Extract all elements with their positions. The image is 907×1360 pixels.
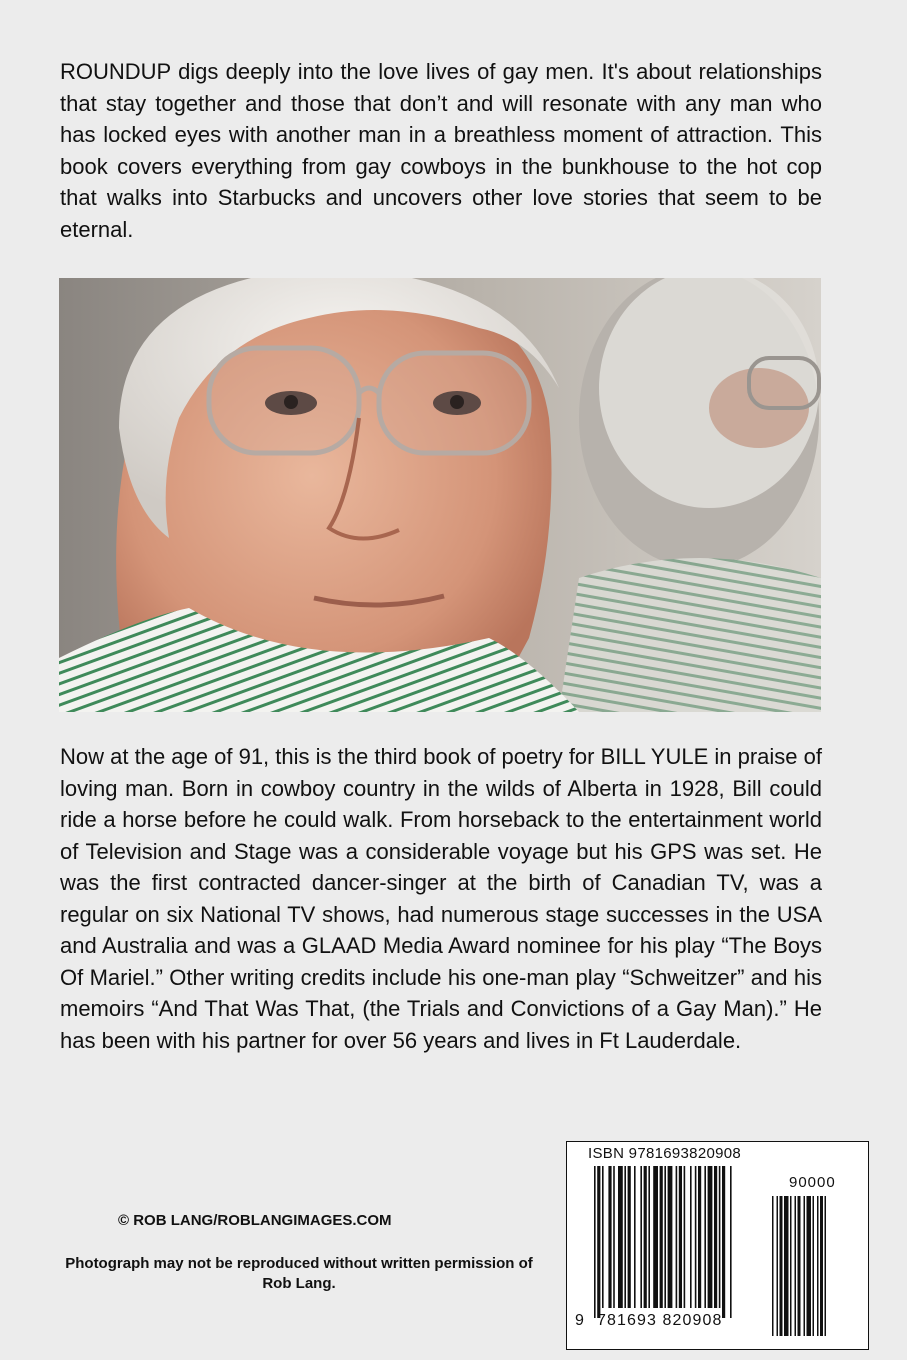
- barcode-bar: [708, 1166, 713, 1308]
- barcode-bar: [684, 1166, 686, 1308]
- barcode-bar: [719, 1166, 721, 1308]
- barcode-bar: [594, 1166, 596, 1318]
- barcode-bar: [653, 1166, 658, 1308]
- barcode-bar: [660, 1166, 663, 1308]
- barcode-digits: 781693 820908: [597, 1312, 723, 1329]
- barcode-bar: [597, 1166, 600, 1318]
- price-bar: [798, 1196, 801, 1336]
- price-bar: [820, 1196, 823, 1336]
- author-photo: [59, 278, 821, 712]
- barcode-bar: [664, 1166, 666, 1308]
- author-bio: Now at the age of 91, this is the third book of poetry for BILL YULE in praise of loving man. Born in cowboy country in the wilds of Alberta in 1928, Bill could ride a horse before he could walk. From horseback to the entertainment world of Television and Stage was a considerable voyage but his GPS was set. He was the first contracted dancer-singer at the birth of Canadian TV, was a regular on six National TV shows, had numerous stage successes in the USA and Australia and was a GLAAD Media Award nominee for his play “The Boys Of Mariel.” Other writing credits include his one-man play “Schweitzer” and his memoirs “And That Was That, (the Trials and Convictions of a Gay Man).” He has been with his partner for over 56 years and lives in Ft Lauderdale.: [60, 744, 822, 1053]
- photo-copyright-notice: Photograph may not be reproduced without written permission of Rob Lang.: [65, 1255, 533, 1292]
- barcode-bar: [640, 1166, 642, 1308]
- barcode-bar: [648, 1166, 650, 1308]
- barcode-bar: [668, 1166, 673, 1308]
- barcode-bar: [698, 1166, 701, 1308]
- price-bar: [780, 1196, 783, 1336]
- back-cover-blurb: ROUNDUP digs deeply into the love lives of gay men. It's about relationships that stay together and those that don’t and will resonate with any man who has locked eyes with another man in a breathless moment of attraction. This book covers everything from gay cowboys in the bunkhouse to the hot cop that walks into Starbucks and uncovers other love stories that seem to be eternal.: [60, 59, 822, 242]
- barcode-bar: [602, 1166, 604, 1308]
- barcode-bar: [690, 1166, 692, 1308]
- price-bar: [807, 1196, 812, 1336]
- price-bar: [813, 1196, 815, 1336]
- price-bar: [817, 1196, 819, 1336]
- price-bar: [777, 1196, 779, 1336]
- barcode-bar: [730, 1166, 732, 1318]
- barcode-bar: [634, 1166, 636, 1308]
- barcode-bar: [704, 1166, 706, 1308]
- barcode-bar: [644, 1166, 647, 1308]
- price-bar: [790, 1196, 792, 1336]
- price-bar: [784, 1196, 789, 1336]
- barcode-bar: [624, 1166, 626, 1308]
- price-bar: [795, 1196, 797, 1336]
- barcode-bar: [618, 1166, 623, 1308]
- price-bar: [772, 1196, 774, 1336]
- price-code: 90000: [789, 1174, 836, 1191]
- barcode-bar: [714, 1166, 717, 1308]
- barcode-bar: [613, 1166, 615, 1308]
- barcode-bar: [608, 1166, 611, 1308]
- isbn-barcode: [566, 1141, 869, 1350]
- price-bar: [825, 1196, 827, 1336]
- price-bar: [804, 1196, 806, 1336]
- barcode-bar: [676, 1166, 678, 1308]
- barcode-bar: [679, 1166, 682, 1308]
- barcode-lead-digit: 9: [575, 1312, 584, 1329]
- barcode-bar: [695, 1166, 697, 1308]
- isbn-label: ISBN 9781693820908: [588, 1145, 742, 1162]
- barcode-bar: [628, 1166, 631, 1308]
- barcode-bar: [722, 1166, 725, 1318]
- photo-credit: © ROB LANG/ROBLANGIMAGES.COM: [118, 1212, 392, 1229]
